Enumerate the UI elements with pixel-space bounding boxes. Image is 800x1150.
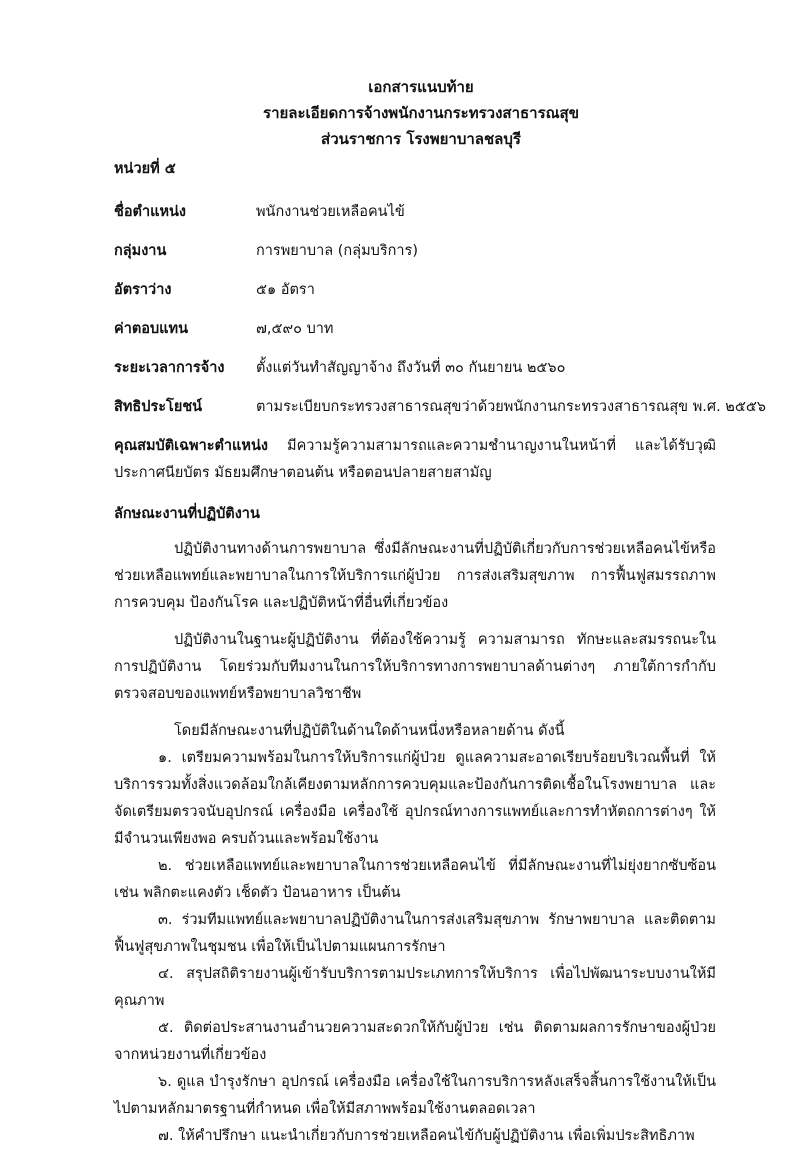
- duty-item: ๑. เตรียมความพร้อมในการให้บริการแก่ผู้ป่วย ดูแลความสะอาดเรียบร้อยบริเวณพื้นที่ ให้บริการรวมทั้งสิ่งแวดล้อมใกล้เคียงตามหลักการควบคุมและป้องกันการติดเชื้อในโรงพยาบาล และจัดเตรียมตรวจนับอุปกรณ์ เครื่องมือ เครื่องใช้ อุปกรณ์ทางการแพทย์และการทำหัตถการต่างๆ ให้มีจำนวนเพียงพอ ครบถ้วนและพร้อมใช้งาน: [114, 750, 716, 847]
- field-label: ระยะเวลาการจ้าง: [114, 360, 225, 376]
- qualification-label: คุณสมบัติเฉพาะตำแหน่ง: [114, 438, 268, 454]
- unit-number: หน่วยที่ ๕: [114, 161, 176, 177]
- field-value: ตามระเบียบกระทรวงสาธารณสุขว่าด้วยพนักงานกระทรวงสาธารณสุข พ.ศ. ๒๕๕๖: [256, 399, 767, 415]
- header-title: เอกสารแนบท้าย: [368, 78, 474, 96]
- field-value: ๗,๕๙๐ บาท: [256, 321, 334, 337]
- field-employment-period: [114, 355, 716, 382]
- duties-paragraph: ปฏิบัติงานทางด้านการพยาบาล ซึ่งมีลักษณะงานที่ปฏิบัติเกี่ยวกับการช่วยเหลือคนไข้หรือช่วยเหลือแพทย์และพยาบาลในการให้บริการแก่ผู้ป่วย การส่งเสริมสุขภาพ การฟื้นฟูสมรรถภาพ การควบคุม ป้องกันโรค และปฏิบัติหน้าที่อื่นที่เกี่ยวข้อง: [114, 541, 716, 611]
- field-position: [114, 199, 716, 226]
- duty-item: ๒. ช่วยเหลือแพทย์และพยาบาลในการช่วยเหลือคนไข้ ที่มีลักษณะงานที่ไม่ยุ่งยากซับซ้อน เช่น พลิกตะแคงตัว เช็ดตัว ป้อนอาหาร เป็นต้น: [114, 858, 716, 901]
- field-label: กลุ่มงาน: [114, 243, 167, 259]
- header-subtitle: รายละเอียดการจ้างพนักงานกระทรวงสาธารณสุข: [263, 104, 579, 122]
- header-agency: ส่วนราชการ โรงพยาบาลชลบุรี: [321, 130, 521, 148]
- duties-intro: โดยมีลักษณะงานที่ปฏิบัติในด้านใดด้านหนึ่งหรือหลายด้าน ดังนี้: [174, 723, 565, 739]
- document-header: [126, 74, 716, 152]
- duty-item: ๗. ให้คำปรึกษา แนะนำเกี่ยวกับการช่วยเหลือคนไข้กับผู้ปฏิบัติงาน เพื่อเพิ่มประสิทธิภาพ: [158, 1128, 695, 1144]
- duties-heading: ลักษณะงานที่ปฏิบัติงาน: [114, 506, 260, 522]
- field-label: สิทธิประโยชน์: [114, 399, 203, 415]
- field-value: ๕๑ อัตรา: [256, 282, 315, 298]
- duty-item: ๕. ติดต่อประสานงานอำนวยความสะดวกให้กับผู้ป่วย เช่น ติดตามผลการรักษาของผู้ป่วยจากหน่วยงานที่เกี่ยวข้อง: [114, 1020, 716, 1063]
- field-vacancies: [114, 277, 716, 304]
- qualification: [114, 433, 716, 487]
- duty-item: ๔. สรุปสถิติรายงานผู้เข้ารับบริการตามประเภทการให้บริการ เพื่อไปพัฒนาระบบงานให้มีคุณภาพ: [114, 966, 716, 1009]
- field-label: ชื่อตำแหน่ง: [114, 204, 187, 220]
- qualification-text: มีความรู้ความสามารถและความชำนาญงานในหน้าที่ และได้รับวุฒิประกาศนียบัตร มัธยมศึกษาตอนต้น หรือตอนปลายสายสามัญ: [114, 438, 716, 481]
- duties-paragraph: ปฏิบัติงานในฐานะผู้ปฏิบัติงาน ที่ต้องใช้ความรู้ ความสามารถ ทักษะและสมรรถนะในการปฏิบัติงาน โดยร่วมกับทีมงานในการให้บริการทางการพยาบาลด้านต่างๆ ภายใต้การกำกับ ตรวจสอบของแพทย์หรือพยาบาลวิชาชีพ: [114, 632, 716, 702]
- field-label: อัตราว่าง: [114, 282, 172, 298]
- field-value: การพยาบาล (กลุ่มบริการ): [256, 243, 418, 259]
- duty-item: ๖. ดูแล บำรุงรักษา อุปกรณ์ เครื่องมือ เครื่องใช้ในการบริการหลังเสร็จสิ้นการใช้งานให้เป็นไปตามหลักมาตรฐานที่กำหนด เพื่อให้มีสภาพพร้อมใช้งานตลอดเวลา: [114, 1074, 716, 1117]
- field-value: พนักงานช่วยเหลือคนไข้: [256, 204, 405, 220]
- field-benefits: [114, 394, 767, 421]
- field-value: ตั้งแต่วันทำสัญญาจ้าง ถึงวันที่ ๓๐ กันยายน ๒๕๖๐: [256, 360, 566, 376]
- duty-item: ๓. ร่วมทีมแพทย์และพยาบาลปฏิบัติงานในการส่งเสริมสุขภาพ รักษาพยาบาล และติดตามฟื้นฟูสุขภาพในชุมชน เพื่อให้เป็นไปตามแผนการรักษา: [114, 912, 716, 955]
- field-work-group: [114, 238, 716, 265]
- field-label: ค่าตอบแทน: [114, 321, 188, 337]
- field-salary: [114, 316, 716, 343]
